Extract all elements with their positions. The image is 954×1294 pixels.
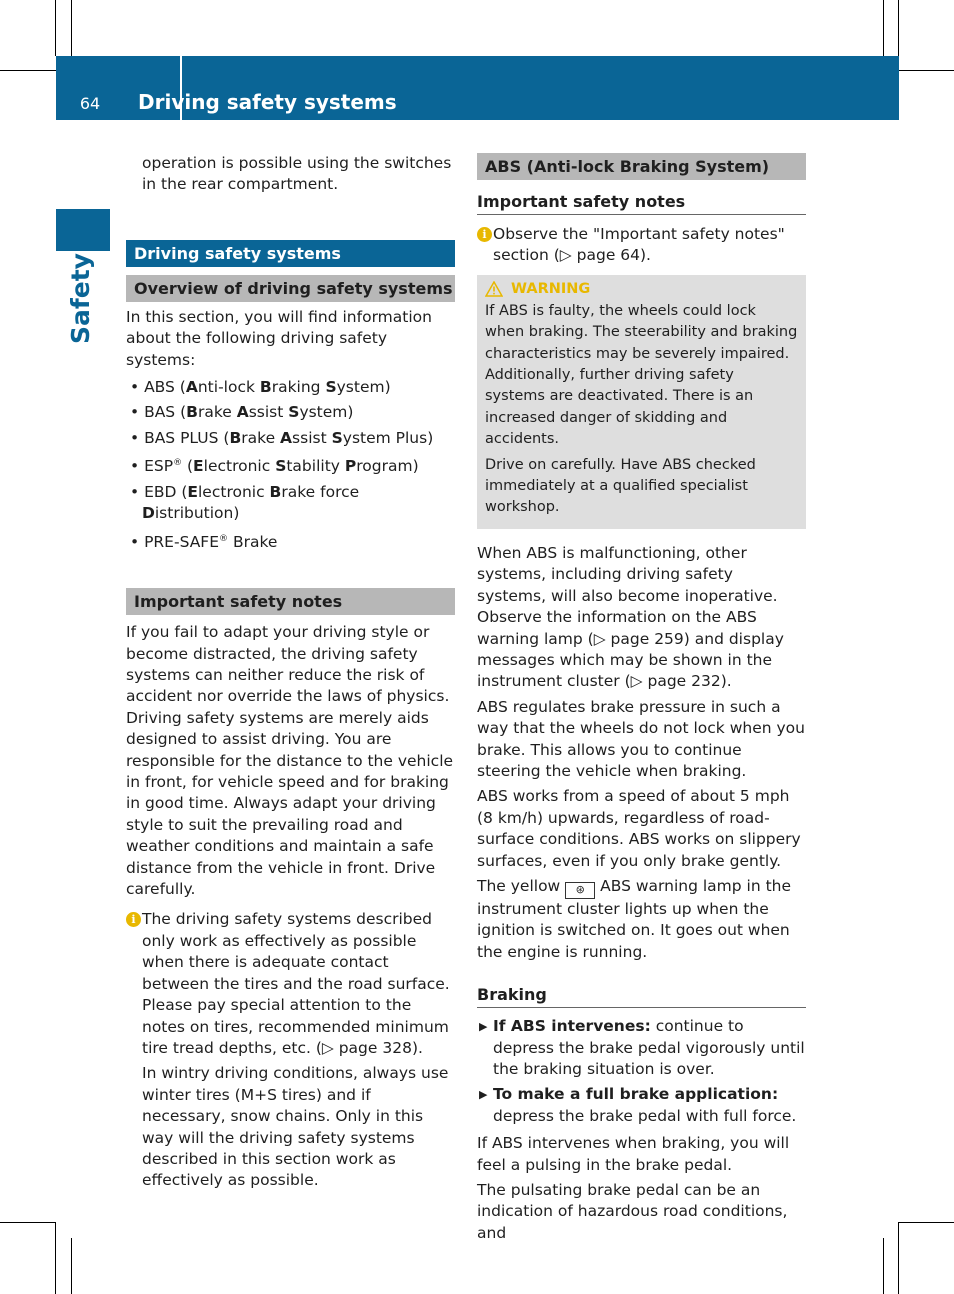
page-header <box>56 56 899 120</box>
safety-notes-heading: Important safety notes <box>477 192 806 215</box>
info-icon: i <box>477 227 492 242</box>
warning-text: If ABS is faulty, the wheels could lock when braking. The steerability and braking characteristics may be severely impaired. Additionally, further driving safety systems are deactivated. There is an increased danger of skidding and accidents. <box>485 302 798 448</box>
crop-mark <box>883 1238 884 1294</box>
body-paragraph: If ABS intervenes when braking, you will feel a pulsing in the brake pedal. <box>477 1134 790 1174</box>
info-text-2: In wintry driving conditions, always use winter tires (M+S tires) and if necessary, snow chains. Only in this way will the driving safety systems described in this section work as effectively as possible. <box>142 1064 449 1190</box>
info-text: Observe the "Important safety notes" section (▷ page 64). <box>493 225 785 265</box>
systems-list <box>126 377 455 553</box>
instruction-step <box>477 1084 806 1127</box>
list-item: • BAS PLUS (Brake Assist System Plus) <box>130 428 434 447</box>
crop-mark <box>55 0 56 56</box>
warning-label: WARNING <box>511 280 591 297</box>
page-title: Driving safety systems <box>138 90 397 114</box>
overview-text: In this section, you will find information about the following driving safety systems: <box>126 307 432 369</box>
page-number: 64 <box>79 94 101 113</box>
intro-text: operation is possible using the switches in the rear compartment. <box>142 154 452 194</box>
crop-mark <box>55 1222 56 1294</box>
list-item: • BAS (Brake Assist System) <box>130 403 354 422</box>
arrow-icon: ▶ <box>479 1020 488 1034</box>
lamp-text-before: The yellow <box>477 876 561 895</box>
crop-mark <box>898 1222 899 1294</box>
crop-mark <box>0 1222 56 1223</box>
crop-mark <box>898 1222 954 1223</box>
body-paragraph: ABS works from a speed of about 5 mph (8 km/h) upwards, regardless of road-surface conditions. ABS works on slippery surfaces, even if you only brake gently. <box>477 787 801 870</box>
left-column <box>126 153 455 1192</box>
info-note <box>126 909 455 1059</box>
info-icon: i <box>126 912 141 927</box>
instruction-step <box>477 1016 806 1080</box>
abs-lamp-icon: ⊛ <box>565 882 595 899</box>
crop-mark <box>883 0 884 56</box>
body-paragraph <box>477 876 806 963</box>
info-note <box>477 224 806 267</box>
crop-mark <box>71 0 72 56</box>
side-tab-block <box>56 209 110 251</box>
subsection-heading: Important safety notes <box>126 588 455 615</box>
right-column <box>477 153 806 1244</box>
abs-heading: ABS (Anti-lock Braking System) <box>477 153 806 180</box>
body-paragraph: The pulsating brake pedal can be an indication of hazardous road conditions, and <box>477 1181 788 1242</box>
list-item: • ESP® (Electronic Stability Program) <box>130 457 419 476</box>
list-item: • ABS (Anti-lock Braking System) <box>130 378 391 397</box>
braking-heading: Braking <box>477 985 806 1008</box>
info-text: The driving safety systems described only work as effectively as possible when there is adequate contact between the tires and the road surface. Please pay special attention to the notes on tires, recommended minimum tire tread depths, etc. (▷ page 328). <box>142 910 450 1057</box>
crop-mark <box>898 0 899 56</box>
step-text: continue to depress the brake pedal vigorously until the braking situation is over. <box>493 1017 805 1078</box>
warning-title <box>485 281 798 297</box>
crop-mark <box>71 1238 72 1294</box>
crop-mark <box>898 70 954 71</box>
step-label: To make a full brake application: <box>493 1085 779 1104</box>
list-item: • EBD (Electronic Brake force Distribution) <box>130 482 360 523</box>
subsection-heading: Overview of driving safety systems <box>126 275 455 302</box>
side-tab-label: Safety <box>66 253 95 344</box>
safety-text: If you fail to adapt your driving style or become distracted, the driving safety systems can neither reduce the risk of accident nor override the laws of physics. Driving safety systems are merely aids designed to assist driving. You are responsible for the distance to the vehicle in front, for vehicle speed and for braking in good time. Always adapt your driving style to suit the prevailing road and weather conditions and maintain a safe distance from the vehicle in front. Drive carefully. <box>126 623 454 899</box>
body-paragraph: When ABS is malfunctioning, other systems, including driving safety systems, will also become inoperative. Observe the information on the ABS warning lamp (▷ page 259) and display messages which may be shown in the instrument cluster (▷ page 232). <box>477 543 784 691</box>
warning-triangle-icon <box>485 281 503 297</box>
body-paragraph: ABS regulates brake pressure in such a way that the wheels do not lock when you brake. This allows you to continue steering the vehicle when braking. <box>477 697 805 780</box>
crop-mark <box>0 70 56 71</box>
arrow-icon: ▶ <box>479 1088 488 1102</box>
step-text: depress the brake pedal with full force. <box>493 1106 797 1125</box>
warning-text-2: Drive on carefully. Have ABS checked immediately at a qualified specialist workshop. <box>485 456 756 516</box>
step-label: If ABS intervenes: <box>493 1017 651 1036</box>
lamp-text-after: ABS warning lamp in the instrument cluster lights up when the ignition is switched on. It goes out when the engine is running. <box>477 876 792 961</box>
section-heading: Driving safety systems <box>126 240 455 267</box>
list-item: • PRE-SAFE® Brake <box>130 532 278 551</box>
warning-box <box>477 275 806 529</box>
